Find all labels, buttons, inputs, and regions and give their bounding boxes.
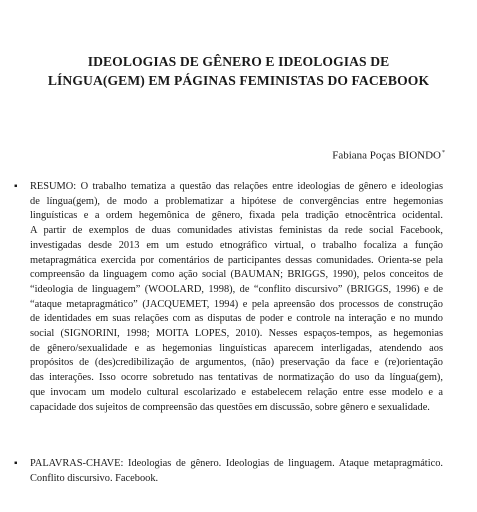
abstract-line: “ideologia de linguagem” (WOOLARD, 1998), de “conflito discursivo” (BRIGGS, 1996) e de (30, 283, 443, 295)
abstract-line: capacidade dos sujeitos de compreensão das questões em discussão, sobre gênero e sexualidade. (30, 401, 430, 413)
abstract-line: linguísticas e a ordem hegemônica de gênero, fixada pela tradição etnocêntrica ocidental. (30, 210, 443, 222)
keywords-line: PALAVRAS-CHAVE: Ideologias de gênero. Ideologias de linguagem. Ataque metapragmático. (30, 458, 443, 469)
abstract-line: que invocam um modelo cultural escolarizado e estabelecem relação entre esse modelo e a (30, 386, 443, 398)
paper-title-line-1: IDEOLOGIAS DE GÊNERO E IDEOLOGIAS DE (87, 54, 390, 69)
abstract-line: de gênero/sexualidade e as hegemonias linguísticas aparecem interligadas, atendendo aos (30, 342, 443, 354)
abstract-paragraph (14, 180, 443, 415)
keywords-paragraph (14, 457, 443, 486)
abstract-line: “ataque metapragmático” (JACQUEMET, 1994) e pela apreensão dos processos de construção (30, 298, 443, 310)
abstract-line: propósitos de (des)credibilização de argumentos, (não) preservação da face e (re)orientação (30, 357, 443, 369)
author-name-text: Fabiana Poças BIONDO (332, 149, 441, 162)
keywords-line: Conflito discursivo. Facebook. (30, 472, 159, 484)
author-name (332, 146, 445, 163)
abstract-line: A partir de exemplos de duas comunidades ativistas feministas da rede social Facebook, (30, 225, 443, 237)
abstract-line: de identidades em suas relações com as disputas de poder e controle na interação e no mundo (30, 313, 443, 325)
abstract-bullet-icon: ▪ (14, 181, 18, 192)
abstract-line: RESUMO: O trabalho tematiza a questão das relações entre ideologias de gênero e ideologias (30, 181, 443, 192)
author-footnote-marker: * (442, 150, 445, 156)
paper-title (28, 52, 449, 90)
keywords-bullet-icon: ▪ (14, 458, 18, 469)
paper-title-line-2: LÍNGUA(GEM) EM PÁGINAS FEMINISTAS DO FACEBOOK (47, 73, 430, 88)
abstract-line: metapragmática exercida por comentários de participantes dessas comunidades. Orienta-se pela (30, 254, 443, 266)
abstract-line: social (SIGNORINI, 1998; MOITA LOPES, 2010). Nesses espaços-tempos, as hegemonias (30, 328, 443, 340)
abstract-line: investigadas desde 2013 em um estudo etnográfico virtual, o trabalho focaliza a função (30, 239, 443, 251)
abstract-line: compreensão da linguagem como ação social (BAUMAN; BRIGGS, 1990), pelos conceitos de (30, 269, 443, 281)
abstract-line: de língua(gem), de modo a problematizar a hipótese de convergências entre hegemonias (30, 195, 443, 207)
abstract-line: das interações. Isso ocorre sobretudo nas tentativas de normatização do uso da língua(gem), (30, 372, 443, 384)
